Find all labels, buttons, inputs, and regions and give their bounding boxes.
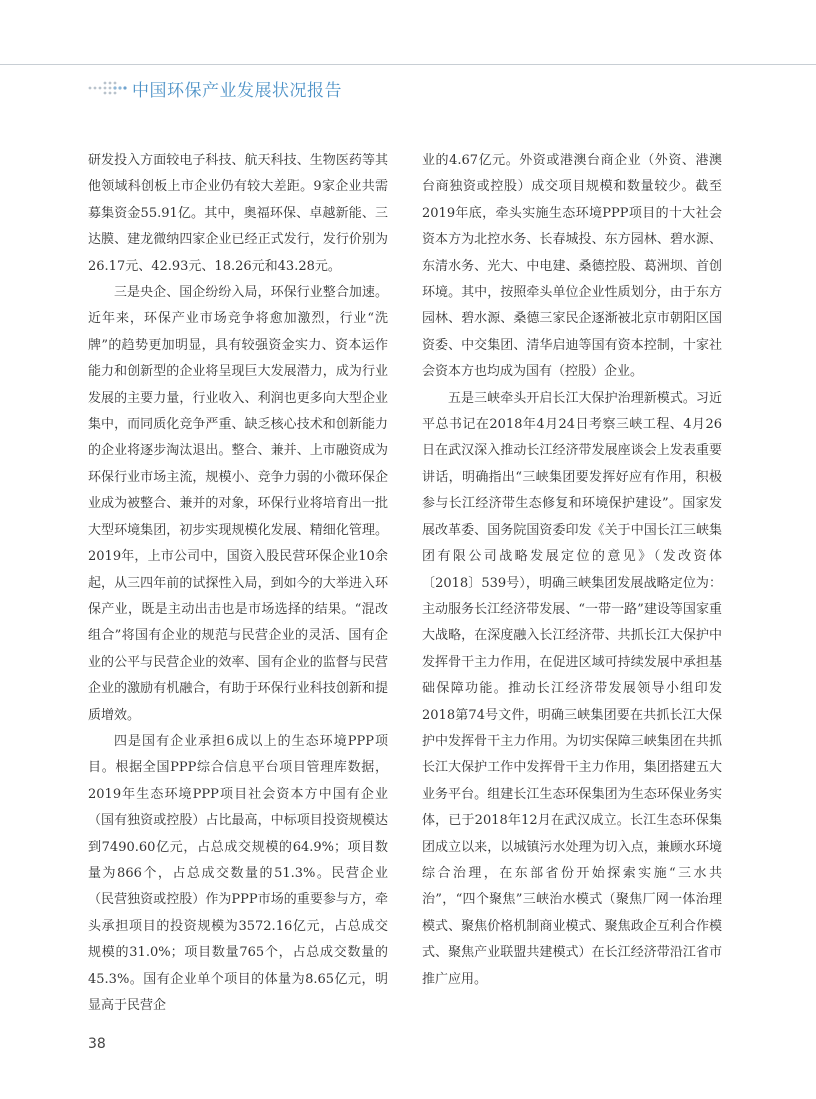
header-dots-icon [88,80,128,96]
paragraph-ppp-continued: 业的4.67亿元。外资或港澳台商企业（外资、港澳台商独资或控股）成交项目规模和数量较少。截至2019年底，牵头实施生态环境PPP项目的十大社会资本方为北控水务、长春城投、东方园林、碧水源、东清水务、光大、中电建、桑德控股、葛洲坝、首创环境。其中，按照牵头单位企业性质划分，由于东方园林、碧水源、桑德三家民企逐渐被北京市朝阳区国资委、中交集团、清华启迪等国有资本控制，十家社会资本方也均成为国有（控股）企业。 [422,153,722,380]
right-text-column [422,148,722,993]
paragraph-soe-entry: 三是央企、国企纷纷入局，环保行业整合加速。近年来，环保产业市场竞争将愈加激烈，行业“洗牌”的趋势更加明显，具有较强资金实力、资本运作能力和创新型的企业将呈现巨大发展潜力，成为行业发展的主要力量，行业收入、利润也更多向大型企业集中，而同质化竞争严重、缺乏核心技术和创新能力的企业将逐步淘汰退出。整合、兼并、上市融资成为环保行业市场主流，规模小、竞争力弱的小微环保企业成为被整合、兼并的对象，环保行业将培育出一批大型环境集团，初步实现规模化发展、精细化管理。2019年，上市公司中，国资入股民营环保企业10余起，从三四年前的试探性入局，到如今的大举进入环保产业，既是主动出击也是市场选择的结果。“混改组合”将国有企业的规范与民营企业的灵活、国有企业的公平与民营企业的效率、国有企业的监督与民营企业的激励有机融合，有助于环保行业科技创新和提质增效。 [88,285,388,723]
header-rule [0,64,816,65]
page-number: 38 [88,1036,106,1052]
paragraph-ppp-projects: 四是国有企业承担6成以上的生态环境PPP项目。根据全国PPP综合信息平台项目管理库数据，2019年生态环境PPP项目社会资本方中国有企业（国有独资或控股）占比最高，中标项目投资规模达到7490.60亿元，占总成交规模的64.9%；项目数量为866个，占总成交数量的51.3%。民营企业（民营独资或控股）作为PPP市场的重要参与方，牵头承担项目的投资规模为3572.16亿元，占总成交规模的31.0%；项目数量765个，占总成交数量的45.3%。国有企业单个项目的体量为8.65亿元，明显高于民营企 [88,733,388,1013]
paragraph-continued: 研发投入方面较电子科技、航天科技、生物医药等其他领域科创板上市企业仍有较大差距。9家企业共需募集资金55.91亿。其中，奥福环保、卓越新能、三达膜、建龙微纳四家企业已经正式发行，发行价别为26.17元、42.93元、18.26元和43.28元。 [88,153,388,274]
paragraph-three-gorges: 五是三峡牵头开启长江大保护治理新模式。习近平总书记在2018年4月24日考察三峡工程、4月26日在武汉深入推动长江经济带发展座谈会上发表重要讲话，明确指出“三峡集团要发挥好应有作用，积极参与长江经济带生态修复和环境保护建设”。国家发展改革委、国务院国资委印发《关于中国长江三峡集团有限公司战略发展定位的意见》（发改资体〔2018〕539号），明确三峡集团发展战略定位为：主动服务长江经济带发展、“一带一路”建设等国家重大战略，在深度融入长江经济带、共抓长江大保护中发挥骨干主力作用，在促进区域可持续发展中承担基础保障功能。推动长江经济带发展领导小组印发2018第74号文件，明确三峡集团要在共抓长江大保护中发挥骨干主力作用。为切实保障三峡集团在共抓长江大保护工作中发挥骨干主力作用，集团搭建五大业务平台。组建长江生态环保集团为生态环保业务实体，已于2018年12月在武汉成立。长江生态环保集团成立以来，以城镇污水处理为切入点，兼顾水环境综合治理，在东部省份开始探索实施“三水共治”，“四个聚焦”三峡治水模式（聚焦厂网一体治理模式、聚焦价格机制商业模式、聚焦政企互利合作模式、聚焦产业联盟共建模式）在长江经济带沿江省市推广应用。 [422,390,722,987]
left-text-column [88,148,388,1019]
page-header-title: 中国环保产业发展状况报告 [132,81,342,101]
